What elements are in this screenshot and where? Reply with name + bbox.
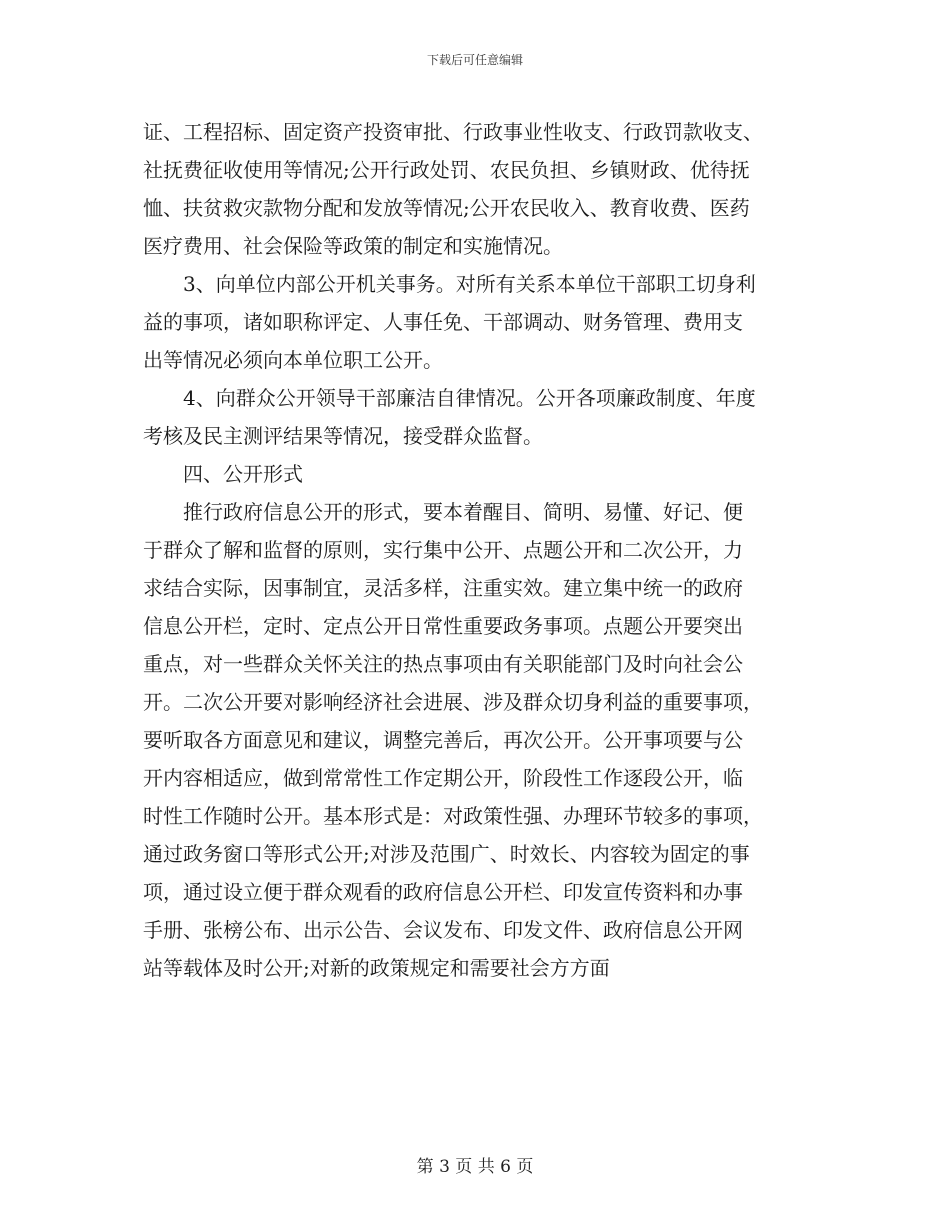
- body-line: 于群众了解和监督的原则，实行集中公开、点题公开和二次公开，力: [143, 538, 743, 562]
- document-body: [143, 113, 809, 987]
- body-line: 要听取各方面意见和建议，调整完善后，再次公开。公开事项要与公: [143, 728, 743, 752]
- body-line: 求结合实际，因事制宜，灵活多样，注重实效。建立集中统一的政府: [143, 576, 743, 600]
- body-line: 恤、扶贫救灾款物分配和发放等情况;公开农民收入、教育收费、医药: [143, 196, 750, 220]
- body-line: 重点，对一些群众关怀关注的热点事项由有关职能部门及时向社会公: [143, 652, 743, 676]
- page-header: 下载后可任意编辑: [426, 53, 523, 67]
- paragraph-start-line: 4、向群众公开领导干部廉洁自律情况。公开各项廉政制度、年度: [183, 386, 756, 410]
- body-line: 站等载体及时公开;对新的政策规定和需要社会方方面: [143, 956, 610, 980]
- body-line: 益的事项，诸如职称评定、人事任免、干部调动、财务管理、费用支: [143, 310, 743, 334]
- body-line: 通过政务窗口等形式公开;对涉及范围广、时效长、内容较为固定的事: [143, 842, 750, 866]
- body-line: 医疗费用、社会保险等政策的制定和实施情况。: [143, 234, 563, 258]
- body-line: 时性工作随时公开。基本形式是：对政策性强、办理环节较多的事项，: [143, 804, 763, 828]
- body-line: 手册、张榜公布、出示公告、会议发布、印发文件、政府信息公开网: [143, 918, 743, 942]
- body-line: 开内容相适应，做到常常性工作定期公开，阶段性工作逐段公开，临: [143, 766, 743, 790]
- section-heading: 四、公开形式: [183, 462, 303, 486]
- body-line: 信息公开栏，定时、定点公开日常性重要政务事项。点题公开要突出: [143, 614, 743, 638]
- body-line: 社抚费征收使用等情况;公开行政处罚、农民负担、乡镇财政、优待抚: [143, 158, 750, 182]
- body-line: 项，通过设立便于群众观看的政府信息公开栏、印发宣传资料和办事: [143, 880, 743, 904]
- body-line: 证、工程招标、固定资产投资审批、行政事业性收支、行政罚款收支、: [143, 120, 763, 144]
- paragraph-start-line: 3、向单位内部公开机关事务。对所有关系本单位干部职工切身利: [183, 272, 756, 296]
- body-line: 开。二次公开要对影响经济社会进展、涉及群众切身利益的重要事项，: [143, 690, 763, 714]
- page-number-footer: 第 3 页 共 6 页: [416, 1157, 534, 1177]
- paragraph-start-line: 推行政府信息公开的形式，要本着醒目、简明、易懂、好记、便: [183, 500, 743, 524]
- body-line: 考核及民主测评结果等情况，接受群众监督。: [143, 424, 543, 448]
- body-line: 出等情况必须向本单位职工公开。: [143, 348, 443, 372]
